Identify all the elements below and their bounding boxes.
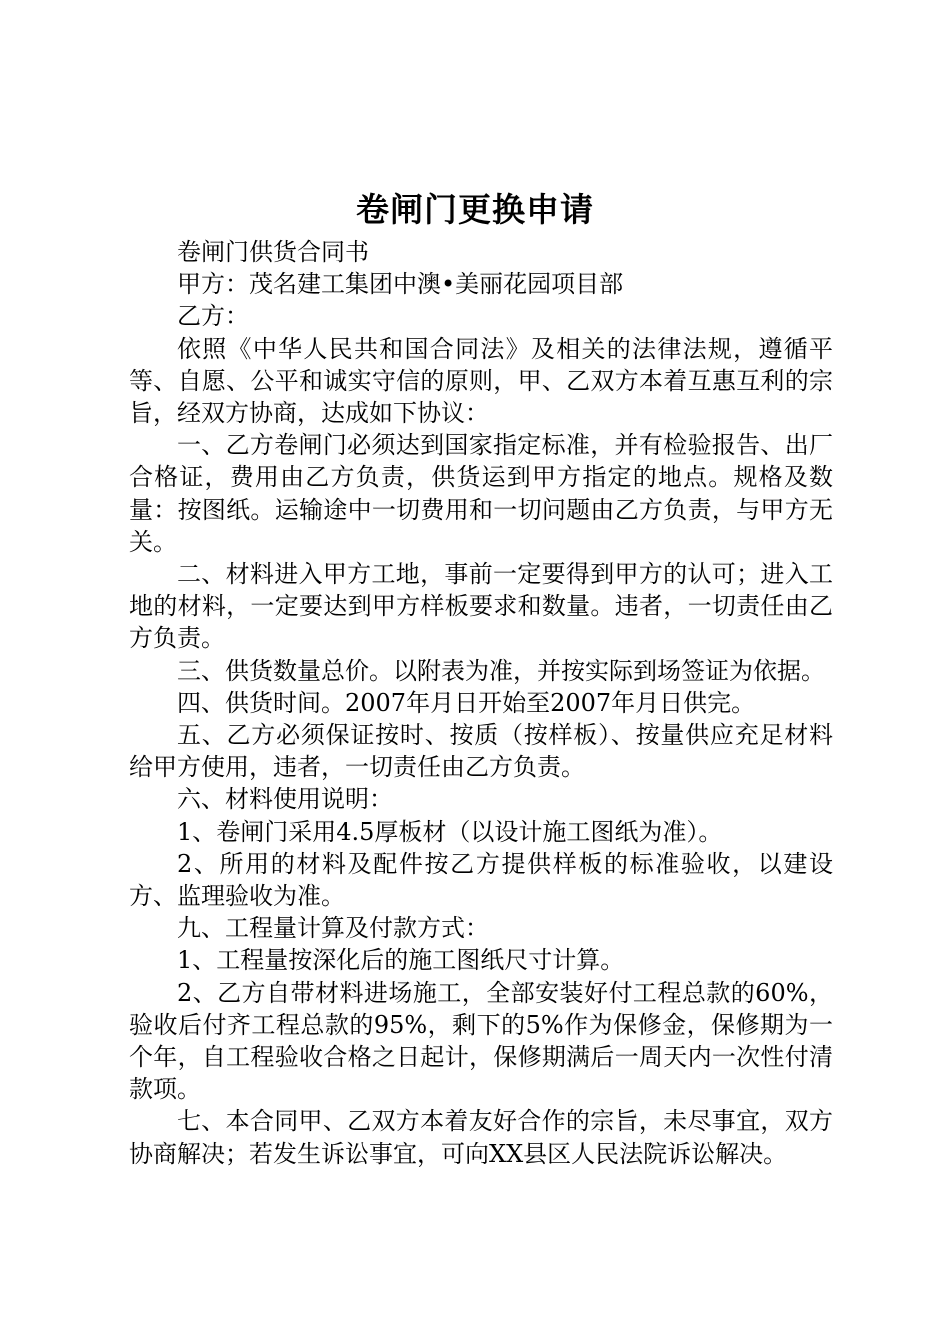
clause-9-item-1: 1、工程量按深化后的施工图纸尺寸计算。	[177, 946, 625, 975]
clause-9-heading: 九、工程量计算及付款方式：	[177, 914, 489, 943]
clause-6-item-1: 1、卷闸门采用4.5厚板材（以设计施工图纸为准）。	[177, 817, 723, 846]
clause-6-heading: 六、材料使用说明：	[177, 785, 393, 814]
clause-7: 七、本合同甲、乙双方本着友好合作的宗旨，未尽事宜，双方协商解决；若发生诉讼事宜，可向XX县区人民法院诉讼解决。	[129, 1107, 833, 1168]
clause-4: 四、供货时间。2007年月日开始至2007年月日供完。	[177, 688, 756, 717]
clause-2: 二、材料进入甲方工地，事前一定要得到甲方的认可；进入工地的材料，一定要达到甲方样板要求和数量。违者，一切责任由乙方负责。	[129, 560, 833, 653]
clause-5: 五、乙方必须保证按时、按质（按样板）、按量供应充足材料给甲方使用，违者，一切责任由乙方负责。	[129, 721, 833, 782]
party-a-line: 甲方：茂名建工集团中澳•美丽花园项目部	[177, 270, 624, 299]
document-body	[129, 236, 833, 1170]
preamble-paragraph: 依照《中华人民共和国合同法》及相关的法律法规，遵循平等、自愿、公平和诚实守信的原则，甲、乙双方本着互惠互利的宗旨，经双方协商，达成如下协议：	[129, 334, 833, 428]
document-title: 卷闸门更换申请	[356, 190, 594, 229]
contract-heading: 卷闸门供货合同书	[177, 238, 369, 266]
clause-9-item-2: 2、乙方自带材料进场施工，全部安装好付工程总款的60%，验收后付齐工程总款的95%，剩下的5%作为保修金，保修期为一个年，自工程验收合格之日起计，保修期满后一周天内一次性付清款项。	[129, 978, 833, 1104]
clause-1: 一、乙方卷闸门必须达到国家指定标准，并有检验报告、出厂合格证，费用由乙方负责，供货运到甲方指定的地点。规格及数量：按图纸。运输途中一切费用和一切问题由乙方负责，与甲方无关。	[129, 431, 833, 556]
party-b-line: 乙方：	[177, 302, 249, 331]
clause-6-item-2: 2、所用的材料及配件按乙方提供样板的标准验收，以建设方、监理验收为准。	[129, 849, 833, 911]
clause-3: 三、供货数量总价。以附表为准，并按实际到场签证为依据。	[177, 656, 825, 685]
